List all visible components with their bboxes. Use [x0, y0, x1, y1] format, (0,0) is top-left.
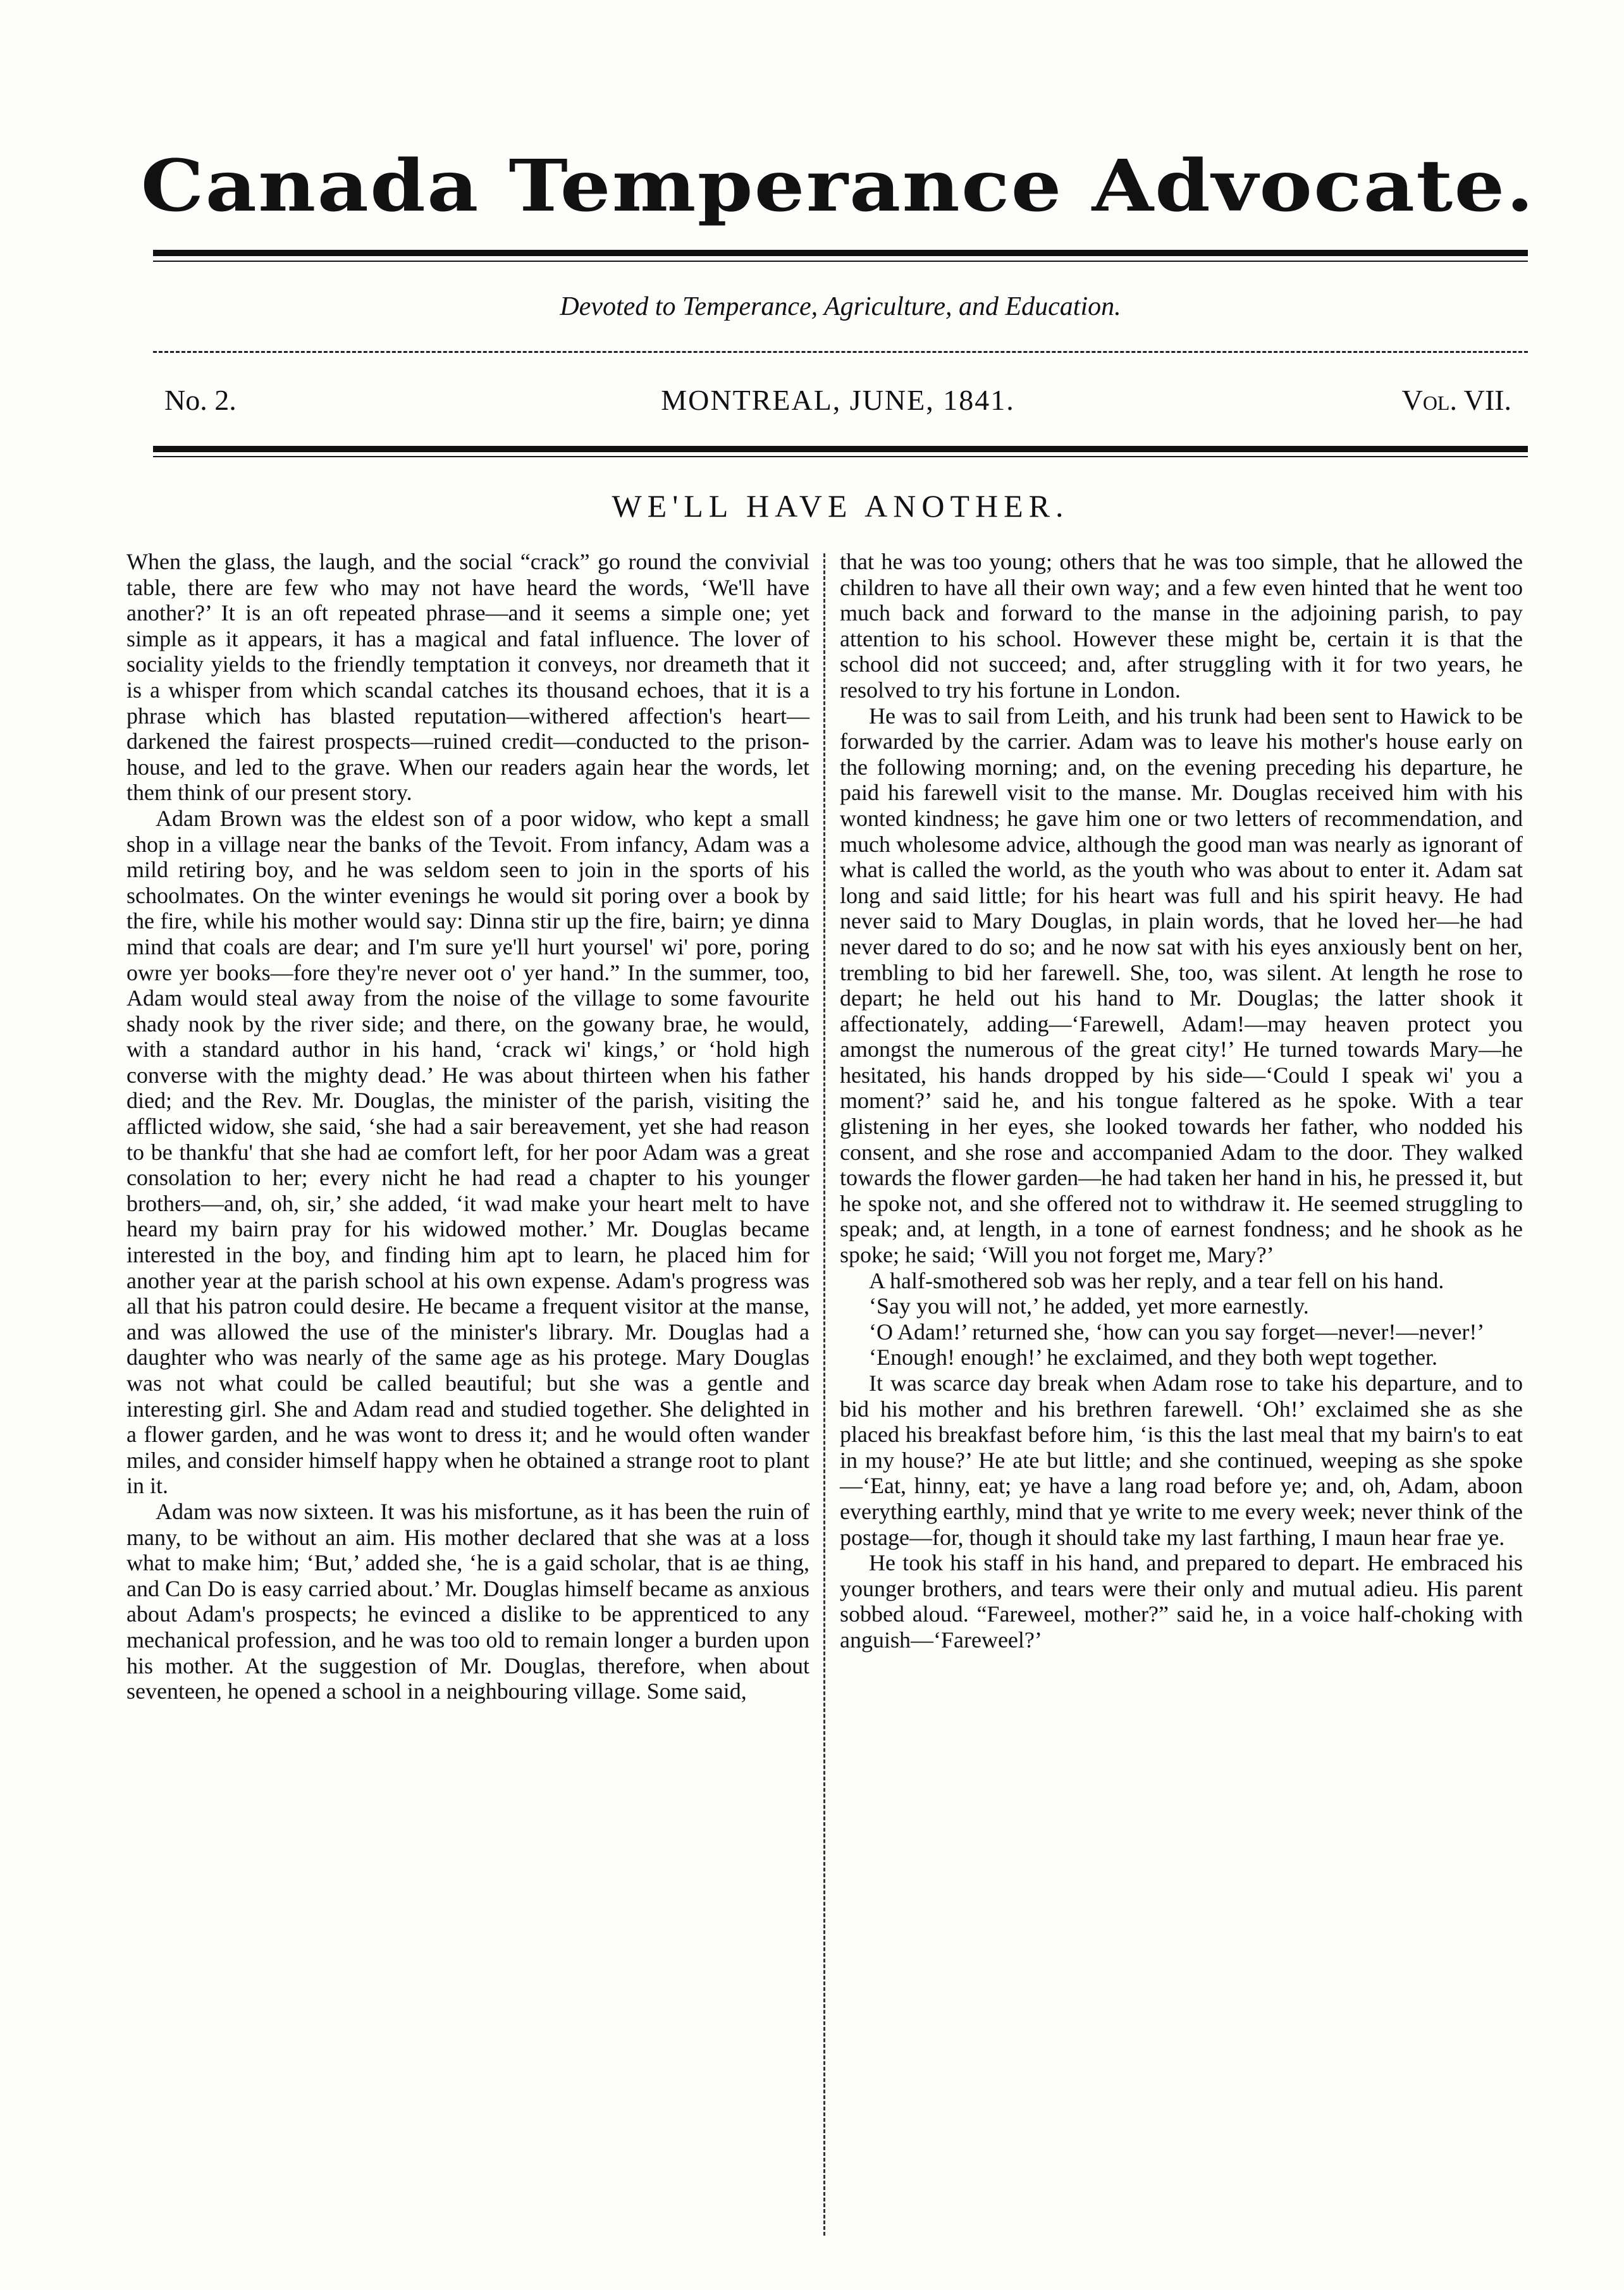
masthead-rule-thin: [153, 261, 1528, 262]
paragraph: ‘Enough! enough!’ he exclaimed, and they both wept together.: [869, 1345, 1438, 1370]
issue-rule-thin: [153, 456, 1528, 457]
motto: Devoted to Temperance, Agriculture, and Education.: [560, 292, 1121, 321]
paragraph: Adam Brown was the eldest son of a poor widow, who kept a small shop in a village near the banks of the Tevoit. From infancy, Adam was a mild retiring boy, and he was seldom seen to join in the sports of his schoolmates. On the winter evenings he would sit poring over a book by the fire, while his mother would say: Dinna stir up the fire, bairn; ye dinna mind that coals are dear; and I'm sure ye'll hurt yoursel' wi' pore, poring owre yer books—fore they're never oot o' yer hand.” In the summer, too, Adam would steal away from the noise of the village to some favourite shady nook by the river side; and there, on the gowany brae, he would, with a standard author in his hand, ‘crack wi' kings,’ or ‘hold high converse with the mighty dead.’ He was about thirteen when his father died; and the Rev. Mr. Douglas, the minister of the parish, visiting the afflicted widow, she said, ‘she had a sair bereavement, yet she had reason to be thankfu' that she had ae comfort left, for her poor Adam was a great consolation to her; every nicht he had read a chapter to his younger brothers—and, oh, sir,’ she added, ‘it wad make your heart melt to have heard my bairn pray for his widowed mother.’ Mr. Douglas became interested in the boy, and finding him apt to learn, he placed him for another year at the parish school at his own expense. Adam's progress was all that his patron could desire. He became a frequent visitor at the manse, and was allowed the use of the minister's library. Mr. Douglas had a daughter who was nearly of the same age as his protege. Mary Douglas was not what could be called beautiful; but she was a gentle and interesting girl. She and Adam read and studied together. She delighted in a flower garden, and he was wont to dress it; and he would often wander miles, and consider himself happy when he obtained a strange root to plant in it.: [126, 805, 809, 1499]
column-divider: [823, 553, 825, 2236]
paragraph: He was to sail from Leith, and his trunk had been sent to Hawick to be forwarded by the carrier. Adam was to leave his mother's house early on the following morning; and, on the evening preceding his departure, he paid his farewell visit to the manse. Mr. Douglas received him with his wonted kindness; he gave him one or two letters of recommendation, and much wholesome advice, although the good man was nearly as ignorant of what is called the world, as the youth who was about to enter it. Adam sat long and said little; for his heart was full and his spirit heavy. He had never said to Mary Douglas, in plain words, that he loved her—he had never dared to do so; and he now sat with his eyes anxiously bent on her, trembling to bid her farewell. She, too, was silent. At length he rose to depart; he held out his hand to Mr. Douglas; the latter shook it affectionately, adding—‘Farewell, Adam!—may heaven protect you amongst the numerous of the great city!’ He turned towards Mary—he hesitated, his hands dropped by his side—‘Could I speak wi' you a moment?’ said he, and his tongue faltered as he spoke. With a tear glistening in her eyes, she looked towards her father, who nodded his consent, and she rose and accompanied Adam to the door. They walked towards the flower garden—he had taken her hand in his, he pressed it, but he spoke not, and she offered not to withdraw it. He seemed struggling to speak; and, at length, in a tone of earnest fondness; and he shook as he spoke; he said; ‘Will you not forget me, Mary?’: [840, 703, 1523, 1268]
paragraph: When the glass, the laugh, and the social “crack” go round the convivial table, there are few who may not have heard the words, ‘We'll have another?’ It is an oft repeated phrase—and it seems a simple one; yet simple as it appears, it has a magical and fatal influence. The lover of sociality yields to the friendly temptation it conveys, nor dreameth that it is a whisper from which scandal catches its thousand echoes, that it is a phrase which has blasted reputation—withered affection's heart—darkened the fairest prospects—ruined credit—conducted to the prison-house, and led to the grave. When our readers again hear the words, let them think of our present story.: [126, 549, 809, 806]
paragraph: He took his staff in his hand, and prepared to depart. He embraced his younger brothers, and tears were their only and mutual adieu. His parent sobbed aloud. “Fareweel, mother?” said he, in a voice half-choking with anguish—‘Fareweel?’: [840, 1550, 1523, 1653]
masthead-rule-thick: [153, 250, 1528, 256]
masthead-title: Canada Temperance Advocate.: [140, 145, 1535, 228]
article-left-column: [126, 549, 809, 1704]
motto-rule-dashed: [153, 351, 1528, 353]
paragraph: A half-smothered sob was her reply, and a tear fell on his hand.: [869, 1267, 1444, 1293]
issue-number: No. 2.: [164, 384, 237, 416]
issue-volume: Vol. VII.: [1401, 384, 1511, 416]
paragraph: Adam was now sixteen. It was his misfortune, as it has been the ruin of many, to be without an aim. His mother declared that she was at a loss what to make him; ‘But,’ added she, ‘he is a gaid scholar, that is ae thing, and Can Do is easy carried about.’ Mr. Douglas himself became as anxious about Adam's prospects; he evinced a dislike to be apprenticed to any mechanical profession, and he was too old to remain longer a burden upon his mother. At the suggestion of Mr. Douglas, therefore, when about seventeen, he opened a school in a neighbouring village. Some said,: [126, 1498, 809, 1704]
article-title: WE'LL HAVE ANOTHER.: [612, 488, 1069, 524]
issue-rule-thick: [153, 446, 1528, 452]
paragraph: that he was too young; others that he was too simple, that he allowed the children to have all their own way; and a few even hinted that he went too much back and forward to the manse in the adjoining parish, to pay attention to his school. However these might be, certain it is that the school did not succeed; and, after struggling with it for two years, he resolved to try his fortune in London.: [840, 549, 1523, 703]
paragraph: ‘Say you will not,’ he added, yet more earnestly.: [869, 1293, 1309, 1319]
paragraph: It was scarce day break when Adam rose to take his departure, and to bid his mother and his brethren farewell. ‘Oh!’ exclaimed she as she placed his breakfast before him, ‘is this the last meal that my bairn's to eat in my house?’ He ate but little; and she continued, weeping as she spoke—‘Eat, hinny, eat; ye have a lang road before ye; and, oh, Adam, aboon everything earthly, mind that ye write to me every week; never think of the postage—for, though it should take my last farthing, I maun hear frae ye.: [840, 1370, 1523, 1550]
issue-date: MONTREAL, JUNE, 1841.: [661, 384, 1015, 416]
article-right-column: [840, 549, 1523, 1653]
issue-line: [158, 378, 1518, 422]
paragraph: ‘O Adam!’ returned she, ‘how can you say forget—never!—never!’: [869, 1319, 1485, 1345]
